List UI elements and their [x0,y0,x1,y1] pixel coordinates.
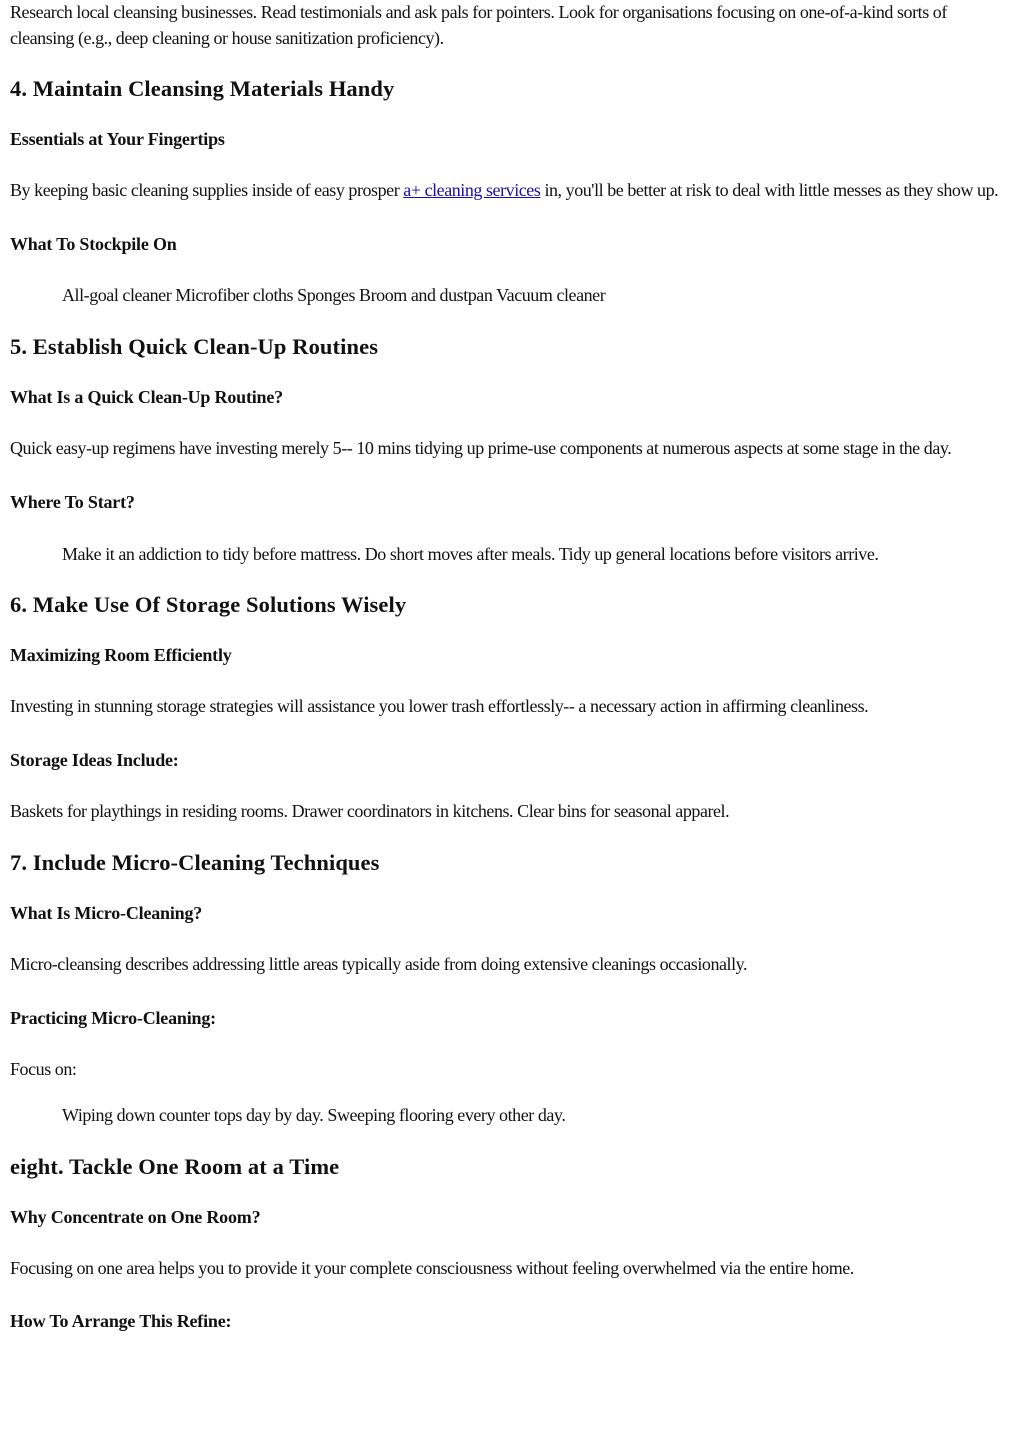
section-7-paragraph: Micro-cleansing describes addressing little areas typically aside from doing extensive cleanings occasionally. [10,954,748,974]
section-8-heading: eight. Tackle One Room at a Time [10,1153,340,1179]
section-6-subheading-maximizing: Maximizing Room Efficiently [10,645,232,665]
section-8-subheading-why: Why Concentrate on One Room? [10,1206,261,1227]
section-4-subheading-stockpile: What To Stockpile On [10,233,177,254]
section-8-paragraph: Focusing on one area helps you to provide it your complete consciousness without feeling overwhelmed via the entire home. [10,1257,854,1278]
section-5-heading: 5. Establish Quick Clean-Up Routines [10,334,379,359]
section-4-paragraph [10,178,1010,204]
section-5-list: Make it an addiction to tidy before mattress. Do short moves after meals. Tidy up general locations before visitors arrive. [62,543,879,564]
section-7-heading: 7. Include Micro-Cleaning Techniques [10,850,380,875]
section-6-subheading-ideas: Storage Ideas Include: [10,749,179,770]
section-7-subheading-practicing: Practicing Micro-Cleaning: [10,1007,216,1028]
cleaning-services-link[interactable]: a+ cleaning services [403,180,541,200]
section-7-focus-label: Focus on: [10,1058,77,1079]
section-5-subheading-routine: What Is a Quick Clean-Up Routine? [10,387,283,407]
section-4-subheading-essentials: Essentials at Your Fingertips [10,129,225,149]
section-4-list: All-goal cleaner Microfiber cloths Sponges Broom and dustpan Vacuum cleaner [62,284,606,305]
section-5-paragraph: Quick easy-up regimens have investing merely 5-- 10 mins tidying up prime-use components at numerous aspects at some stage in the day. [10,438,952,458]
section-8-subheading-arrange: How To Arrange This Refine: [10,1311,232,1331]
section-4-paragraph-start: By keeping basic cleaning supplies inside of easy prosper [10,180,404,200]
section-7-subheading-what: What Is Micro-Cleaning? [10,903,203,923]
section-4-paragraph-end: in, you'll be better at risk to deal with little messes as they show up. [540,180,999,200]
section-6-heading: 6. Make Use Of Storage Solutions Wisely [10,592,407,617]
section-5-subheading-start: Where To Start? [10,491,135,512]
intro-paragraph: Research local cleansing businesses. Read testimonials and ask pals for pointers. Look for organisations focusing on one-of-a-kind sorts of cleansing (e.g., deep cleaning or house sanitization proficiency). [10,2,947,48]
document-page [10,0,1010,1333]
section-6-paragraph: Investing in stunning storage strategies will assistance you lower trash effortlessly-- a necessary action in affirming cleanliness. [10,696,869,716]
section-6-ideas-paragraph: Baskets for playthings in residing rooms. Drawer coordinators in kitchens. Clear bins for seasonal apparel. [10,800,730,821]
section-7-list: Wiping down counter tops day by day. Sweeping flooring every other day. [62,1105,566,1125]
section-4-heading: 4. Maintain Cleansing Materials Handy [10,76,395,101]
